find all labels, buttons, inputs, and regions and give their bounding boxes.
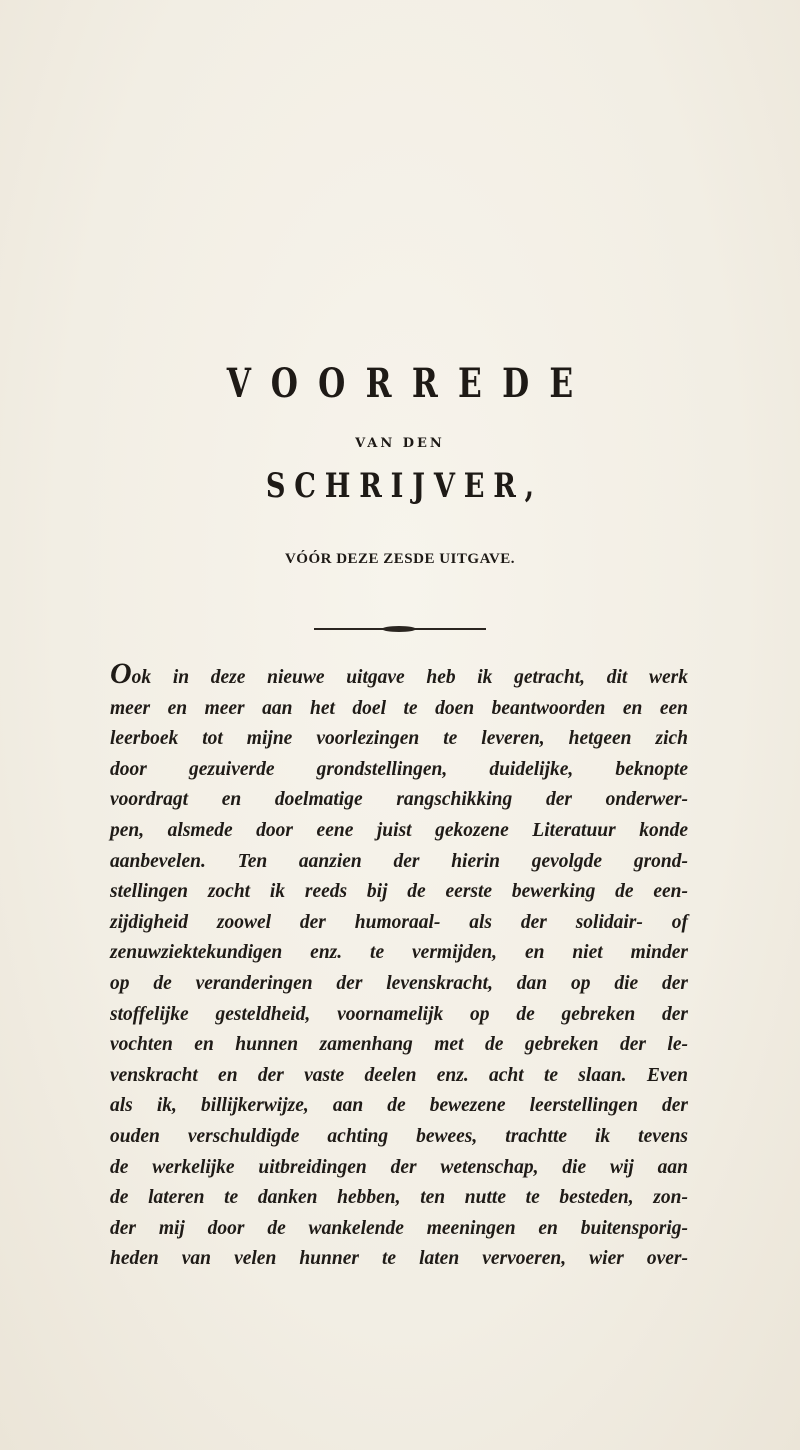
text-line: meer en meer aan het doel te doen beantwoorden en een: [110, 697, 688, 719]
text-line: als ik, billijkerwijze, aan de bewezene leerstellingen der: [110, 1095, 688, 1117]
text-line: stellingen zocht ik reeds bij de eerste bewerking de een-: [110, 881, 688, 903]
text-line: op de veranderingen der levenskracht, dan op die der: [110, 972, 688, 994]
text-line: door gezuiverde grondstellingen, duidelijke, beknopte: [110, 758, 688, 780]
ornamental-rule-center: [382, 626, 416, 632]
text-line: voordragt en doelmatige rangschikking der onderwer-: [110, 789, 688, 811]
edition-note: VÓÓR DEZE ZESDE UITGAVE.: [284, 551, 516, 567]
text-line: ouden verschuldigde achting bewees, trachtte ik tevens: [110, 1125, 688, 1147]
text-line: venskracht en der vaste deelen enz. acht te slaan. Even: [110, 1064, 688, 1086]
text-line: de werkelijke uitbreidingen der wetenschap, die wij aan: [110, 1156, 688, 1178]
text-line: pen, alsmede door eene juist gekozene Literatuur konde: [110, 819, 688, 841]
text-line: Ook in deze nieuwe uitgave heb ik getracht, dit werk: [110, 657, 688, 690]
drop-cap: O: [110, 657, 132, 690]
text-line: vochten en hunnen zamenhang met de gebreken der le-: [110, 1034, 688, 1056]
text-line: leerboek tot mijne voorlezingen te leveren, hetgeen zich: [110, 728, 688, 750]
text-line: stoffelijke gesteldheid, voornamelijk op de gebreken der: [110, 1003, 688, 1025]
text-line: zenuwziektekundigen enz. te vermijden, en niet minder: [110, 942, 688, 964]
text-line: der mij door de wankelende meeningen en buitensporig-: [110, 1217, 688, 1239]
text-line: heden van velen hunner te laten vervoeren, wier over-: [110, 1248, 688, 1270]
author-heading: SCHRIJVER,: [265, 466, 543, 506]
page-title: VOORREDE: [226, 360, 594, 407]
title-connector: VAN DEN: [355, 436, 445, 451]
text-line: de lateren te danken hebben, ten nutte te besteden, zon-: [110, 1187, 688, 1209]
text-line: aanbevelen. Ten aanzien der hierin gevolgde grond-: [110, 850, 688, 872]
preface-body: [110, 657, 688, 1275]
text-line: zijdigheid zoowel der humoraal- als der solidair- of: [110, 911, 688, 933]
